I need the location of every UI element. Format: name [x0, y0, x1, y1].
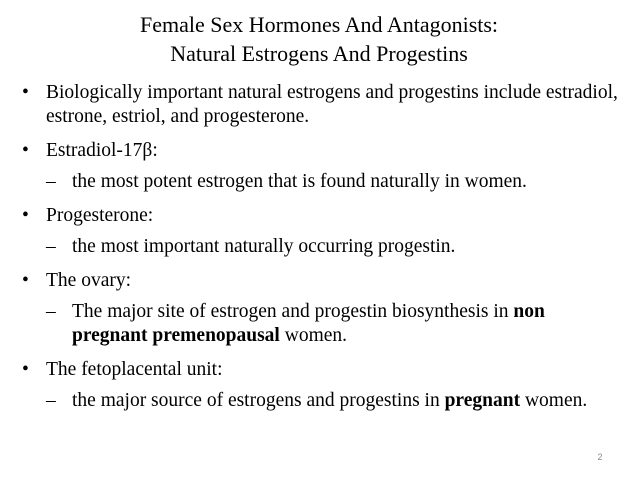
bullet-text: Biologically important natural estrogens and progestins include estradiol, estrone, estriol, and progesterone. [46, 82, 618, 127]
bullet-item [22, 204, 622, 228]
sub-bullet-text-before: The major site of estrogen and progestin biosynthesis in [72, 301, 509, 322]
sub-bullet-item [22, 300, 622, 348]
bullet-item [22, 269, 622, 293]
bullet-text: The ovary: [46, 270, 132, 291]
bullet-list [22, 81, 622, 423]
slide-title-line-2: Natural Estrogens And Progestins [170, 41, 468, 66]
bullet-text: Estradiol-17β: [46, 140, 158, 161]
bullet-text: The fetoplacental unit: [46, 359, 223, 380]
sub-bullet-item [22, 389, 622, 413]
sub-bullet-item [22, 170, 622, 194]
sub-bullet-text: the most important naturally occurring progestin. [72, 236, 456, 257]
bullet-marker: • [22, 359, 29, 380]
sub-bullet-text-after: women. [284, 325, 348, 346]
bullet-item [22, 358, 622, 382]
bullet-marker: • [22, 140, 29, 161]
slide-title-line-1: Female Sex Hormones And Antagonists: [139, 12, 499, 37]
sub-bullet-bold-text: pregnant [444, 390, 521, 411]
bullet-marker: • [22, 270, 29, 291]
sub-bullet-text-before: the major source of estrogens and progestins in [72, 390, 440, 411]
bullet-marker: • [22, 205, 29, 226]
sub-bullet-marker: – [46, 390, 56, 411]
sub-bullet-item [22, 235, 622, 259]
bullet-item [22, 139, 622, 163]
page-number: 2 [597, 452, 603, 462]
bullet-marker: • [22, 82, 29, 103]
sub-bullet-marker: – [46, 301, 56, 322]
sub-bullet-text: the most potent estrogen that is found naturally in women. [72, 171, 527, 192]
sub-bullet-text-after: women. [524, 390, 588, 411]
sub-bullet-bold-text: non pregnant premenopausal [72, 301, 545, 346]
slide-title [0, 10, 638, 68]
sub-bullet-marker: – [46, 236, 56, 257]
bullet-text: Progesterone: [46, 205, 154, 226]
sub-bullet-marker: – [46, 171, 56, 192]
bullet-item [22, 81, 622, 129]
